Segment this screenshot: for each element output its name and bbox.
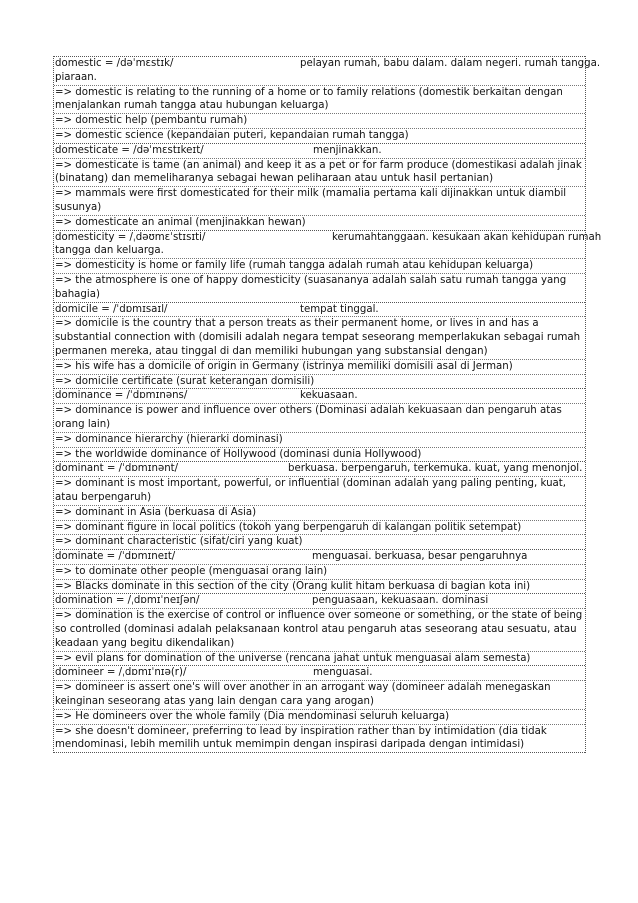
example-line: => dominant characteristic (sifat/ciri yang kuat) — [55, 536, 303, 548]
entry-headline — [54, 231, 602, 245]
dictionary-table — [53, 56, 602, 753]
dictionary-entry — [54, 302, 585, 389]
entry-headline — [54, 594, 585, 609]
headword: domesticity = /ˌdəʊmɛˈstɪsɪti/ — [55, 231, 206, 243]
headword: domination = /ˌdɒmɪˈneɪʃən/ — [55, 595, 200, 607]
example-line: => He domineers over the whole family (Dia mendominasi seluruh keluarga) — [54, 710, 585, 725]
example-line: => domesticate an animal (menjinakkan hewan) — [55, 216, 306, 228]
headword: dominance = /ˈdɒmɪnəns/ — [55, 390, 188, 402]
example-line: => domestic science (kepandaian puteri, kepandaian rumah tangga) — [55, 129, 409, 141]
example-line: => Blacks dominate in this section of the city (Orang kulit hitam berkuasa di bagian kota ini) — [55, 580, 531, 592]
example-line: => mammals were first domesticated for their milk (mamalia pertama kali dijinakkan untuk diambil susunya) — [54, 187, 585, 216]
example-line: => domesticate is tame (an animal) and keep it as a pet or for farm produce (domestikasi adalah jinak (binatang) dan memeliharanya sebagai hewan peliharaan atau untuk hasil pertanian) — [54, 159, 585, 188]
example-line: => domination is the exercise of control or influence over someone or something, or the state of being so controlled (dominasi adalah pelaksanaan kontrol atau pengaruh atas seseorang atau sesuatu, atau keadaan yang begitu dikendalikan) — [54, 609, 585, 651]
translation: menjinakkan. — [313, 144, 382, 156]
example-line: => dominant is most important, powerful, or influential (dominan adalah yang paling penting, kuat, atau berpengaruh) — [54, 477, 585, 506]
example-line: => dominant figure in local politics (tokoh yang berpengaruh di kalangan politik setempat) — [54, 521, 585, 536]
example-line: => domicile certificate (surat keterangan domisili) — [55, 375, 315, 387]
translation: pelayan rumah, babu dalam. dalam negeri. rumah tangga. — [300, 58, 601, 69]
dictionary-entry — [54, 461, 585, 549]
dictionary-entry — [54, 388, 585, 461]
example-line: => dominance is power and influence over others (Dominasi adalah kekuasaan dan pengaruh atas orang lain) — [54, 404, 585, 433]
translation-continued: tangga dan keluarga. — [54, 244, 585, 259]
translation: menguasai. berkuasa, besar pengaruhnya — [312, 551, 528, 563]
translation: berkuasa. berpengaruh, terkemuka. kuat, yang menonjol. — [288, 463, 583, 475]
headword: domestic = /dəˈmɛstɪk/ — [55, 58, 174, 69]
entry-headline — [54, 144, 585, 159]
translation: tempat tinggal. — [300, 303, 379, 315]
example-line: => domestic help (pembantu rumah) — [54, 114, 585, 129]
example-line: => the worldwide dominance of Hollywood (dominasi dunia Hollywood) — [55, 448, 422, 460]
headword: dominant = /ˈdɒmɪnənt/ — [55, 463, 179, 475]
dictionary-entry — [54, 230, 602, 302]
headword: domicile = /ˈdɒmɪsaɪl/ — [55, 303, 168, 315]
example-line: => to dominate other people (menguasai orang lain) — [54, 565, 585, 580]
dictionary-entry — [54, 593, 585, 665]
headword: domesticate = /dəˈmɛstɪkeɪt/ — [55, 144, 204, 156]
example-line: => she doesn't domineer, preferring to lead by inspiration rather than by intimidation (dia tidak mendominasi, lebih memilih untuk memimpin dengan inspirasi daripada dengan intimidasi) — [55, 725, 547, 751]
translation: menguasai. — [313, 667, 373, 679]
entry-headline — [54, 550, 585, 565]
dictionary-entry — [54, 665, 585, 753]
headword: domineer = /ˌdɒmɪˈnɪə(r)/ — [55, 667, 187, 679]
example-line: => dominant in Asia (berkuasa di Asia) — [54, 506, 585, 521]
example-line: => his wife has a domicile of origin in Germany (istrinya memiliki domisili asal di Jerman) — [54, 360, 585, 375]
example-line: => domestic is relating to the running of a home or to family relations (domestik berkaitan dengan menjalankan rumah tangga atau hubungan keluarga) — [54, 86, 585, 115]
example-line: => evil plans for domination of the universe (rencana jahat untuk menguasai alam semesta) — [55, 652, 531, 664]
translation: kekuasaan. — [300, 390, 358, 402]
entry-headline — [54, 666, 585, 681]
translation: kerumahtanggaan. kesukaan akan kehidupan rumah — [332, 231, 602, 243]
entry-headline — [54, 389, 585, 404]
example-line: => domicile is the country that a person treats as their permanent home, or lives in and has a substantial connection with (domisili adalah negara tempat seseorang memperlakukan sebagai rumah permanen mereka, atau tinggal di dan memiliki hubungan yang substansial dengan) — [54, 317, 585, 359]
entry-headline — [54, 303, 585, 318]
entry-headline — [54, 462, 585, 477]
dictionary-entry — [54, 143, 585, 230]
translation-continued: piaraan. — [54, 71, 585, 86]
entry-headline — [54, 57, 601, 71]
headword: dominate = /ˈdɒmɪneɪt/ — [55, 551, 176, 563]
dictionary-entry — [54, 549, 585, 593]
example-line: => domineer is assert one's will over another in an arrogant way (domineer adalah menegaskan keinginan seseorang atas yang lain dengan cara yang arogan) — [54, 681, 585, 710]
example-line: => the atmosphere is one of happy domesticity (suasananya adalah salah satu rumah tangga yang bahagia) — [55, 274, 567, 300]
translation: penguasaan, kekuasaan. dominasi — [312, 595, 489, 607]
example-line: => dominance hierarchy (hierarki dominasi) — [54, 433, 585, 448]
dictionary-entry — [54, 56, 601, 143]
example-line: => domesticity is home or family life (rumah tangga adalah rumah atau kehidupan keluarga) — [54, 259, 585, 274]
